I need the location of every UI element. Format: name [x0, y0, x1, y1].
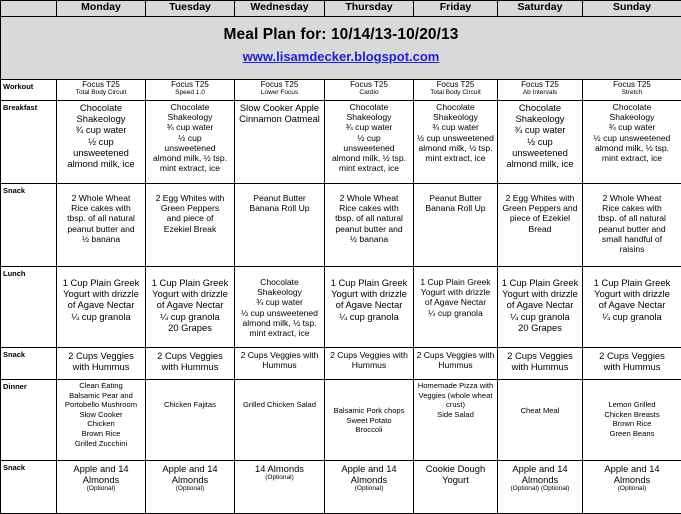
lunch-row	[1, 267, 681, 348]
day-header: Tuesday	[146, 1, 235, 17]
meal-line: ¾ cup water	[146, 122, 234, 132]
meal-line: Almonds	[57, 474, 145, 485]
meal-line: of Agave Nectar	[325, 299, 413, 310]
meal-line: peanut butter and	[325, 224, 413, 234]
snack-cell	[583, 184, 681, 267]
workout-program: Focus T25	[325, 81, 413, 89]
snack-cell	[146, 348, 235, 380]
meal-line: 1 Cup Plain Greek	[498, 277, 582, 288]
meal-line: ½ cup	[57, 136, 145, 147]
dinner-cell	[325, 380, 414, 461]
snack-row-2	[1, 348, 681, 380]
meal-line: Yogurt with drizzle	[57, 288, 145, 299]
meal-line: Shakeology	[498, 113, 582, 124]
meal-line: Clean Eating	[57, 381, 145, 391]
meal-line: Shakeology	[146, 112, 234, 122]
day-header: Sunday	[583, 1, 681, 17]
meal-line: Yogurt with drizzle	[146, 288, 234, 299]
meal-line: almond milk, ½ tsp.	[235, 318, 324, 328]
meal-line: Shakeology	[57, 113, 145, 124]
meal-line: ½ cup	[498, 136, 582, 147]
meal-line: 20 Grapes	[146, 322, 234, 333]
snack-cell-text	[146, 348, 234, 372]
meal-line: peanut butter and	[583, 224, 681, 234]
snack-cell-text	[146, 461, 234, 493]
snack-cell	[325, 348, 414, 380]
meal-line: almond milk, ice	[57, 158, 145, 169]
meal-line: Sweet Potato	[325, 416, 413, 426]
meal-line: Apple and 14	[57, 463, 145, 474]
meal-line: ¼ cup granola	[414, 308, 497, 318]
meal-line: Balsamic Pear and	[57, 391, 145, 401]
snack-row-3	[1, 461, 681, 514]
meal-line: Grilled Zucchini	[57, 439, 145, 449]
snack-cell	[235, 461, 325, 514]
workout-cell	[498, 80, 583, 101]
dinner-cell	[235, 380, 325, 461]
snack-cell	[414, 348, 498, 380]
dinner-cell-text	[583, 380, 681, 438]
meal-line: of Agave Nectar	[498, 299, 582, 310]
breakfast-cell-text	[498, 101, 582, 169]
meal-line: tbsp. of all natural	[57, 213, 145, 223]
meal-line: 1 Cup Plain Greek	[325, 277, 413, 288]
breakfast-cell	[235, 101, 325, 184]
workout-program: Focus T25	[498, 81, 582, 89]
meal-line: ¾ cup water	[235, 297, 324, 307]
meal-line: Slow Cooker Apple	[235, 102, 324, 113]
workout-cell	[146, 80, 235, 101]
meal-line: 1 Cup Plain Greek	[583, 277, 681, 288]
dinner-cell	[498, 380, 583, 461]
meal-line: Green Peppers and	[498, 203, 582, 213]
meal-line: almond milk, ½ tsp.	[583, 143, 681, 153]
snack-cell-text	[235, 348, 324, 370]
meal-line: Apple and 14	[146, 463, 234, 474]
day-header-row	[1, 1, 681, 17]
meal-line: 1 Cup Plain Greek	[414, 277, 497, 287]
meal-line: 2 Egg Whites with	[146, 193, 234, 203]
lunch-cell-text	[235, 267, 324, 338]
breakfast-cell	[146, 101, 235, 184]
row-label-breakfast: Breakfast	[1, 101, 57, 184]
meal-line: ¼ cup granola	[146, 311, 234, 322]
snack-cell-text	[414, 184, 497, 213]
meal-line: Peanut Butter	[414, 193, 497, 203]
day-header: Wednesday	[235, 1, 325, 17]
breakfast-cell	[325, 101, 414, 184]
snack-cell-text	[583, 184, 681, 254]
meal-line: ¾ cup water	[583, 122, 681, 132]
dinner-cell-text	[235, 380, 324, 410]
snack-cell-text	[325, 348, 413, 370]
row-label-snack-2: Snack	[1, 348, 57, 380]
meal-line: 20 Grapes	[498, 322, 582, 333]
snack-cell	[57, 348, 146, 380]
meal-line: of Agave Nectar	[583, 299, 681, 310]
meal-line: mint extract, ice	[414, 153, 497, 163]
meal-line: ½ banana	[57, 234, 145, 244]
lunch-cell	[146, 267, 235, 348]
dinner-cell	[146, 380, 235, 461]
snack-cell	[146, 184, 235, 267]
meal-line: Cinnamon Oatmeal	[235, 113, 324, 124]
meal-line: Apple and 14	[325, 463, 413, 474]
meal-line: and piece of	[146, 213, 234, 223]
meal-line: ½ cup unsweetened	[583, 133, 681, 143]
meal-line: 2 Whole Wheat	[583, 193, 681, 203]
snack-cell	[57, 461, 146, 514]
meal-line: Rice cakes with	[57, 203, 145, 213]
meal-line: Balsamic Pork chops	[325, 406, 413, 416]
meal-line: Banana Roll Up	[414, 203, 497, 213]
meal-line: almond milk, ½ tsp.	[325, 153, 413, 163]
meal-line: mint extract, ice	[235, 328, 324, 338]
meal-line: 2 Cups Veggies	[57, 350, 145, 361]
meal-line: Banana Roll Up	[235, 203, 324, 213]
meal-line: Rice cakes with	[325, 203, 413, 213]
meal-line: Peanut Butter	[235, 193, 324, 203]
workout-name: Total Body Circuit	[57, 89, 145, 96]
meal-line: Ezekiel Break	[146, 224, 234, 234]
title-row	[1, 17, 681, 80]
breakfast-cell-text	[235, 101, 324, 124]
snack-cell	[583, 461, 681, 514]
meal-line: Side Salad	[414, 410, 497, 420]
meal-line: Cheat Meal	[498, 406, 582, 416]
dinner-row	[1, 380, 681, 461]
workout-name: Speed 1.0	[146, 89, 234, 96]
workout-name: Ab Intervals	[498, 89, 582, 96]
meal-line: Grilled Chicken Salad	[235, 400, 324, 410]
meal-line: Slow Cooker	[57, 410, 145, 420]
meal-line: 2 Cups Veggies with	[414, 350, 497, 360]
workout-cell	[583, 80, 681, 101]
meal-line: peanut butter and	[57, 224, 145, 234]
meal-line: Chocolate	[325, 102, 413, 112]
meal-line: ½ cup	[325, 133, 413, 143]
workout-program: Focus T25	[57, 81, 145, 89]
workout-name: Lower Focus	[235, 89, 324, 96]
meal-line: Chocolate	[414, 102, 497, 112]
meal-line: Hummus	[235, 360, 324, 370]
row-label-snack-3: Snack	[1, 461, 57, 514]
row-label-snack-1: Snack	[1, 184, 57, 267]
dinner-cell	[57, 380, 146, 461]
optional-note: (Optional)	[235, 474, 324, 482]
meal-line: ½ cup unsweetened	[414, 133, 497, 143]
breakfast-cell-text	[583, 101, 681, 163]
meal-line: Bread	[498, 224, 582, 234]
meal-line: mint extract, ice	[146, 163, 234, 173]
lunch-cell-text	[414, 267, 497, 318]
meal-line: of Agave Nectar	[57, 299, 145, 310]
workout-cell	[414, 80, 498, 101]
meal-line: Almonds	[583, 474, 681, 485]
breakfast-cell-text	[414, 101, 497, 163]
breakfast-cell-text	[325, 101, 413, 173]
lunch-cell-text	[325, 267, 413, 322]
snack-cell	[325, 461, 414, 514]
meal-line: Brown Rice	[583, 419, 681, 429]
meal-line: Yogurt with drizzle	[325, 288, 413, 299]
breakfast-cell	[498, 101, 583, 184]
snack-cell	[235, 184, 325, 267]
snack-cell-text	[583, 348, 681, 372]
dinner-cell-text	[498, 380, 582, 416]
meal-line: Yogurt with drizzle	[498, 288, 582, 299]
meal-line: almond milk, ½ tsp.	[414, 143, 497, 153]
snack-cell-text	[325, 461, 413, 493]
meal-line: 2 Cups Veggies	[583, 350, 681, 361]
snack-cell	[414, 184, 498, 267]
meal-line: 1 Cup Plain Greek	[146, 277, 234, 288]
meal-line: ½ cup	[146, 133, 234, 143]
breakfast-row	[1, 101, 681, 184]
optional-note: (Optional) (Optional)	[498, 485, 582, 493]
meal-line: mint extract, ice	[325, 163, 413, 173]
row-label-lunch: Lunch	[1, 267, 57, 348]
meal-line: Yogurt with drizzle	[414, 287, 497, 297]
snack-cell	[325, 184, 414, 267]
snack-cell-text	[235, 184, 324, 213]
workout-row	[1, 80, 681, 101]
workout-cell	[325, 80, 414, 101]
lunch-cell	[414, 267, 498, 348]
meal-line: Homemade Pizza with	[414, 381, 497, 391]
meal-line: unsweetened	[498, 147, 582, 158]
snack-row-1	[1, 184, 681, 267]
lunch-cell	[583, 267, 681, 348]
meal-line: raisins	[583, 244, 681, 254]
meal-line: Yogurt with drizzle	[583, 288, 681, 299]
meal-line: 2 Egg Whites with	[498, 193, 582, 203]
meal-line: almond milk, ½ tsp.	[146, 153, 234, 163]
meal-line: 2 Cups Veggies	[146, 350, 234, 361]
meal-line: piece of Ezekiel	[498, 213, 582, 223]
lunch-cell-text	[57, 267, 145, 322]
optional-note: (Optional)	[146, 485, 234, 493]
meal-line: ¾ cup water	[57, 124, 145, 135]
breakfast-cell	[583, 101, 681, 184]
title-cell	[1, 17, 681, 80]
dinner-cell-text	[57, 380, 145, 448]
snack-cell	[414, 461, 498, 514]
day-header: Friday	[414, 1, 498, 17]
snack-cell-text	[414, 348, 497, 370]
snack-cell-text	[498, 461, 582, 493]
workout-name: Cardio	[325, 89, 413, 96]
meal-line: with Hummus	[57, 361, 145, 372]
meal-line: Veggies (whole wheat	[414, 391, 497, 401]
optional-note: (Optional)	[583, 485, 681, 493]
snack-cell-text	[498, 184, 582, 234]
snack-cell-text	[325, 184, 413, 244]
workout-cell	[57, 80, 146, 101]
snack-cell	[498, 461, 583, 514]
meal-line: 2 Cups Veggies with	[235, 350, 324, 360]
snack-cell-text	[146, 184, 234, 234]
snack-cell	[57, 184, 146, 267]
snack-cell-text	[57, 348, 145, 372]
snack-cell-text	[414, 461, 497, 485]
meal-line: small handful of	[583, 234, 681, 244]
lunch-cell-text	[498, 267, 582, 333]
day-header: Monday	[57, 1, 146, 17]
lunch-cell-text	[583, 267, 681, 322]
workout-program: Focus T25	[414, 81, 497, 89]
lunch-cell	[57, 267, 146, 348]
meal-line: Chicken Breasts	[583, 410, 681, 420]
lunch-cell	[325, 267, 414, 348]
meal-line: Yogurt	[414, 474, 497, 485]
snack-cell-text	[498, 348, 582, 372]
meal-line: 2 Whole Wheat	[57, 193, 145, 203]
dinner-cell-text	[325, 380, 413, 435]
meal-line: of Agave Nectar	[414, 297, 497, 307]
meal-line: ¼ cup granola	[57, 311, 145, 322]
row-label-workout: Workout	[1, 80, 57, 101]
corner-cell	[1, 1, 57, 17]
meal-line: Brown Rice	[57, 429, 145, 439]
workout-program: Focus T25	[146, 81, 234, 89]
meal-line: ¾ cup water	[414, 122, 497, 132]
meal-line: unsweetened	[325, 143, 413, 153]
breakfast-cell-text	[146, 101, 234, 173]
snack-cell-text	[57, 184, 145, 244]
meal-line: Lemon Grilled	[583, 400, 681, 410]
lunch-cell-text	[146, 267, 234, 333]
meal-line: ½ banana	[325, 234, 413, 244]
meal-line: Shakeology	[235, 287, 324, 297]
meal-line: Chocolate	[498, 102, 582, 113]
meal-line: Rice cakes with	[583, 203, 681, 213]
meal-line: Portobello Mushroom	[57, 400, 145, 410]
meal-line: Almonds	[325, 474, 413, 485]
meal-line: ½ cup unsweetened	[235, 308, 324, 318]
snack-cell	[498, 348, 583, 380]
meal-line: ¼ cup granola	[498, 311, 582, 322]
meal-line: tbsp. of all natural	[325, 213, 413, 223]
meal-line: Shakeology	[583, 112, 681, 122]
meal-line: Almonds	[498, 474, 582, 485]
meal-line: of Agave Nectar	[146, 299, 234, 310]
workout-name: Stretch	[583, 89, 681, 96]
breakfast-cell-text	[57, 101, 145, 169]
meal-line: with Hummus	[498, 361, 582, 372]
lunch-cell	[498, 267, 583, 348]
meal-line: Apple and 14	[498, 463, 582, 474]
row-label-dinner: Dinner	[1, 380, 57, 461]
snack-cell-text	[235, 461, 324, 482]
meal-line: Almonds	[146, 474, 234, 485]
meal-line: ¾ cup water	[325, 122, 413, 132]
snack-cell	[146, 461, 235, 514]
optional-note: (Optional)	[325, 485, 413, 493]
optional-note: (Optional)	[57, 485, 145, 493]
workout-program: Focus T25	[583, 81, 681, 89]
snack-cell-text	[583, 461, 681, 493]
meal-line: Green Peppers	[146, 203, 234, 213]
meal-line: unsweetened	[57, 147, 145, 158]
snack-cell	[583, 348, 681, 380]
meal-line: almond milk, ice	[498, 158, 582, 169]
meal-line: ¾ cup water	[498, 124, 582, 135]
snack-cell	[235, 348, 325, 380]
meal-line: Green Beans	[583, 429, 681, 439]
breakfast-cell	[57, 101, 146, 184]
dinner-cell	[583, 380, 681, 461]
meal-line: Chicken Fajitas	[146, 400, 234, 410]
meal-line: tbsp. of all natural	[583, 213, 681, 223]
dinner-cell	[414, 380, 498, 461]
meal-line: Chocolate	[235, 277, 324, 287]
meal-line: ¼ cup granola	[583, 311, 681, 322]
workout-name: Total Body Circuit	[414, 89, 497, 96]
meal-line: Apple and 14	[583, 463, 681, 474]
meal-line: with Hummus	[583, 361, 681, 372]
workout-program: Focus T25	[235, 81, 324, 89]
meal-line: Chocolate	[583, 102, 681, 112]
meal-line: Chocolate	[57, 102, 145, 113]
snack-cell	[498, 184, 583, 267]
blog-link[interactable]: www.lisamdecker.blogspot.com	[243, 49, 440, 64]
lunch-cell	[235, 267, 325, 348]
dinner-cell-text	[146, 380, 234, 410]
meal-line: 2 Cups Veggies	[498, 350, 582, 361]
meal-line: 1 Cup Plain Greek	[57, 277, 145, 288]
meal-line: Cookie Dough	[414, 463, 497, 474]
dinner-cell-text	[414, 380, 497, 419]
meal-line: Hummus	[325, 360, 413, 370]
meal-line: mint extract, ice	[583, 153, 681, 163]
day-header: Thursday	[325, 1, 414, 17]
breakfast-cell	[414, 101, 498, 184]
meal-line: Shakeology	[325, 112, 413, 122]
meal-line: 2 Cups Veggies with	[325, 350, 413, 360]
meal-line: 14 Almonds	[235, 463, 324, 474]
meal-line: unsweetened	[146, 143, 234, 153]
meal-line: crust)	[414, 400, 497, 410]
snack-cell-text	[57, 461, 145, 493]
workout-cell	[235, 80, 325, 101]
meal-line: 2 Whole Wheat	[325, 193, 413, 203]
page-title: Meal Plan for: 10/14/13-10/20/13	[1, 26, 681, 44]
meal-line: ¼ cup granola	[325, 311, 413, 322]
meal-line: Chocolate	[146, 102, 234, 112]
meal-line: Chicken	[57, 419, 145, 429]
meal-line: Broccoli	[325, 425, 413, 435]
meal-line: Hummus	[414, 360, 497, 370]
meal-line: with Hummus	[146, 361, 234, 372]
meal-line: Shakeology	[414, 112, 497, 122]
day-header: Saturday	[498, 1, 583, 17]
